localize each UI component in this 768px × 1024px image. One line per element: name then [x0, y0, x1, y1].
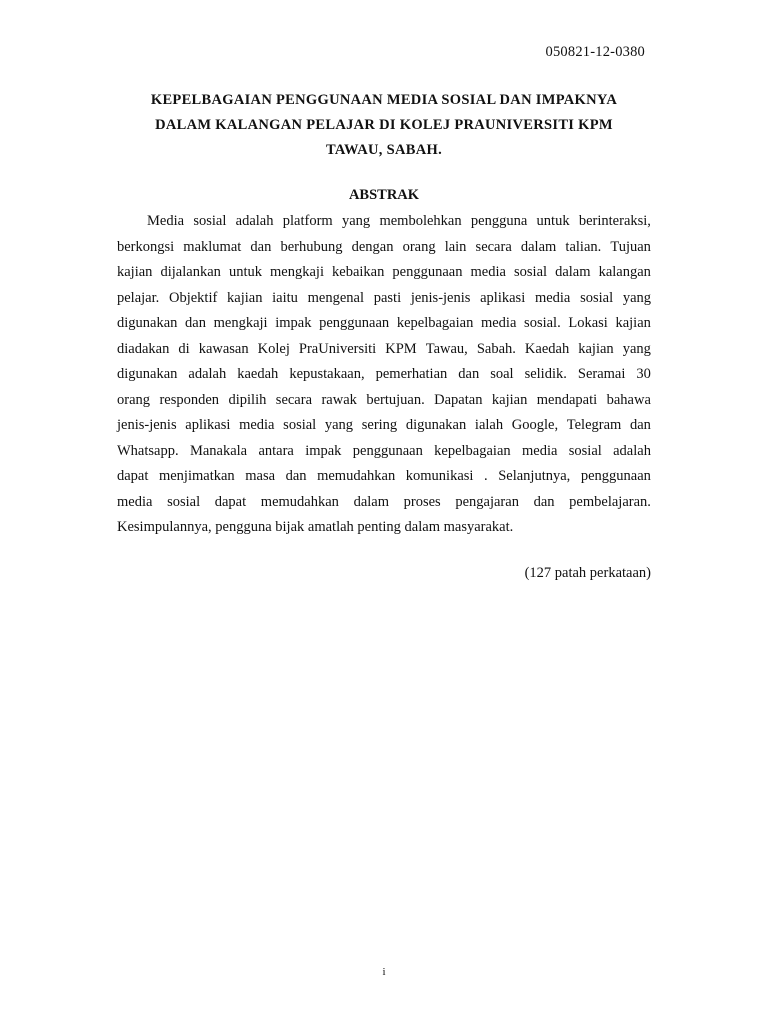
abstract-word: antara — [258, 442, 294, 459]
abstract-word: soal — [490, 366, 514, 382]
abstract-word: secara — [475, 238, 512, 255]
abstract-word: dan — [185, 315, 206, 331]
abstract-word: yang — [341, 213, 371, 229]
abstract-word: Kesimpulannya, — [117, 519, 216, 535]
abstract-line — [117, 388, 651, 414]
abstract-word: kajian — [615, 315, 651, 331]
abstract-word: talian. — [565, 238, 602, 255]
abstract-word: kawasan — [198, 340, 249, 357]
abstract-word: dan — [629, 417, 651, 433]
abstract-word: kepelbagaian — [434, 442, 511, 459]
abstract-word: digunakan — [405, 417, 467, 433]
abstract-word: dalam — [353, 493, 389, 510]
abstract-word: membolehkan — [379, 213, 462, 229]
abstract-word: dan — [533, 493, 555, 510]
abstract-line — [117, 464, 651, 490]
abstract-word: pemerhatian — [375, 366, 448, 382]
abstract-word: yang — [622, 289, 651, 306]
abstract-word: berinteraksi, — [578, 213, 651, 229]
abstract-word: sosial. — [524, 315, 561, 331]
document-title — [115, 88, 653, 163]
abstract-word: Dapatan — [434, 391, 483, 408]
abstract-word: pembelajaran. — [569, 493, 651, 510]
abstract-word: sosial — [580, 289, 614, 306]
abstract-word: impak — [275, 315, 312, 331]
word-count: (127 patah perkataan) — [524, 565, 651, 581]
abstract-word: kajian — [578, 340, 614, 357]
abstract-word: Selanjutnya, — [498, 468, 571, 484]
abstract-word: Tujuan — [610, 238, 651, 255]
document-id: 050821-12-0380 — [545, 44, 645, 60]
abstract-word: KPM — [385, 340, 417, 357]
abstract-line — [117, 260, 651, 286]
abstract-word: kepelbagaian — [396, 315, 474, 331]
abstract-word: bijak — [275, 519, 308, 535]
abstract-word: dijalankan — [160, 264, 221, 280]
abstract-body — [117, 209, 651, 541]
abstract-word: penggunaan — [580, 468, 651, 484]
abstract-word: sosial — [193, 213, 227, 229]
abstract-word: media — [117, 493, 153, 510]
abstract-word: mengenal — [307, 289, 365, 306]
abstract-word: berkongsi — [117, 238, 175, 255]
abstract-word: Seramai — [577, 366, 626, 382]
abstract-heading: ABSTRAK — [348, 187, 420, 203]
abstract-line — [117, 209, 651, 235]
abstract-word: bertujuan. — [366, 391, 425, 408]
abstract-word: orang — [402, 238, 436, 255]
abstract-word: platform — [282, 213, 333, 229]
abstract-word: dalam — [520, 238, 557, 255]
abstract-word: Telegram — [566, 417, 622, 433]
abstract-word: amatlah — [307, 519, 358, 535]
abstract-line — [117, 515, 651, 541]
abstract-word: masyarakat. — [443, 519, 514, 535]
abstract-word: secara — [275, 391, 313, 408]
abstract-word: kepustakaan, — [289, 366, 365, 382]
abstract-word: memudahkan — [317, 468, 396, 484]
abstract-word: mendapati — [536, 391, 598, 408]
abstract-word: sosial — [283, 417, 317, 433]
abstract-word: kajian — [227, 289, 263, 306]
abstract-word: lain — [444, 238, 467, 255]
abstract-word: yang — [622, 340, 651, 357]
abstract-word: adalah — [235, 213, 274, 229]
abstract-word: selidik. — [524, 366, 567, 382]
abstract-word: dalam — [404, 519, 444, 535]
abstract-line — [117, 439, 651, 465]
abstract-word: mengkaji — [270, 264, 324, 280]
abstract-word: untuk — [536, 213, 570, 229]
abstract-word: Whatsapp. — [117, 442, 179, 459]
abstract-word: sosial — [568, 442, 602, 459]
abstract-word: dipilih — [228, 391, 267, 408]
abstract-word: Media — [147, 213, 185, 229]
title-line: DALAM KALANGAN PELAJAR DI KOLEJ PRAUNIVERSITI KPM — [155, 117, 613, 133]
abstract-word: aplikasi — [185, 417, 231, 433]
abstract-line — [117, 490, 651, 516]
abstract-word: Lokasi — [568, 315, 608, 331]
abstract-word: di — [178, 340, 190, 357]
abstract-word: Google, — [511, 417, 559, 433]
title-line: TAWAU, SABAH. — [325, 142, 443, 158]
abstract-word: sosial — [514, 264, 548, 280]
abstract-word: pengguna — [215, 519, 276, 535]
abstract-word: PraUniversiti — [298, 340, 377, 357]
abstract-word: rawak — [321, 391, 357, 408]
page-number: i — [382, 966, 386, 978]
abstract-word: penggunaan — [352, 442, 423, 459]
abstract-word: Kaedah — [524, 340, 570, 357]
abstract-line — [117, 311, 651, 337]
abstract-word: impak — [305, 442, 342, 459]
abstract-word: Kolej — [257, 340, 290, 357]
abstract-word: proses — [403, 493, 441, 510]
abstract-word: sering — [361, 417, 398, 433]
abstract-word: berhubung — [280, 238, 343, 255]
abstract-word: kaedah — [237, 366, 279, 382]
abstract-word: Tawau, — [425, 340, 468, 357]
abstract-word: adalah — [188, 366, 227, 382]
abstract-word: pelajar. — [117, 289, 160, 306]
abstract-word: sosial — [167, 493, 201, 510]
abstract-word: yang — [324, 417, 354, 433]
abstract-word: memudahkan — [260, 493, 339, 510]
abstract-word: media — [521, 442, 558, 459]
abstract-word: dapat — [117, 468, 149, 484]
abstract-word: komunikasi — [405, 468, 474, 484]
abstract-word: menjimatkan — [158, 468, 235, 484]
abstract-word: diadakan — [117, 340, 170, 357]
abstract-word: penggunaan — [319, 315, 390, 331]
abstract-word: aplikasi — [480, 289, 526, 306]
abstract-line — [117, 362, 651, 388]
abstract-word: jenis-jenis — [410, 289, 471, 306]
abstract-word: maklumat — [183, 238, 242, 255]
abstract-word: pengajaran — [455, 493, 519, 510]
abstract-word: kalangan — [598, 264, 651, 280]
abstract-word: masa — [245, 468, 276, 484]
abstract-word: . — [484, 468, 488, 484]
abstract-word: media — [534, 289, 571, 306]
abstract-word: jenis-jenis — [117, 417, 177, 433]
abstract-word: penting — [357, 519, 405, 535]
abstract-word: digunakan — [117, 366, 178, 382]
abstract-word: dan — [285, 468, 307, 484]
abstract-word: untuk — [228, 264, 262, 280]
abstract-word: digunakan — [117, 315, 178, 331]
abstract-word: dengan — [351, 238, 394, 255]
abstract-word: kebaikan — [332, 264, 385, 280]
abstract-line — [117, 413, 651, 439]
abstract-word: Objektif — [168, 289, 218, 306]
abstract-word: mengkaji — [213, 315, 268, 331]
abstract-line — [117, 286, 651, 312]
abstract-word: dan — [250, 238, 272, 255]
abstract-word: kajian — [491, 391, 528, 408]
abstract-word: penggunaan — [392, 264, 463, 280]
abstract-word: 30 — [636, 366, 651, 382]
abstract-word: Manakala — [189, 442, 248, 459]
abstract-word: dapat — [214, 493, 247, 510]
abstract-word: dalam — [555, 264, 591, 280]
abstract-word: media — [480, 315, 517, 331]
abstract-word: pasti — [373, 289, 402, 306]
abstract-word: bahawa — [606, 391, 651, 408]
abstract-line — [117, 235, 651, 261]
abstract-word: adalah — [613, 442, 651, 459]
abstract-line — [117, 337, 651, 363]
title-line: KEPELBAGAIAN PENGGUNAAN MEDIA SOSIAL DAN IMPAKNYA — [150, 92, 618, 108]
abstract-word: orang — [117, 391, 151, 408]
abstract-word: ialah — [474, 417, 504, 433]
abstract-word: Sabah. — [476, 340, 516, 357]
abstract-word: dan — [458, 366, 480, 382]
abstract-word: pengguna — [470, 213, 528, 229]
abstract-word: media — [239, 417, 275, 433]
abstract-word: kajian — [117, 264, 153, 280]
abstract-word: responden — [159, 391, 220, 408]
abstract-word: iaitu — [272, 289, 298, 306]
abstract-word: media — [470, 264, 506, 280]
